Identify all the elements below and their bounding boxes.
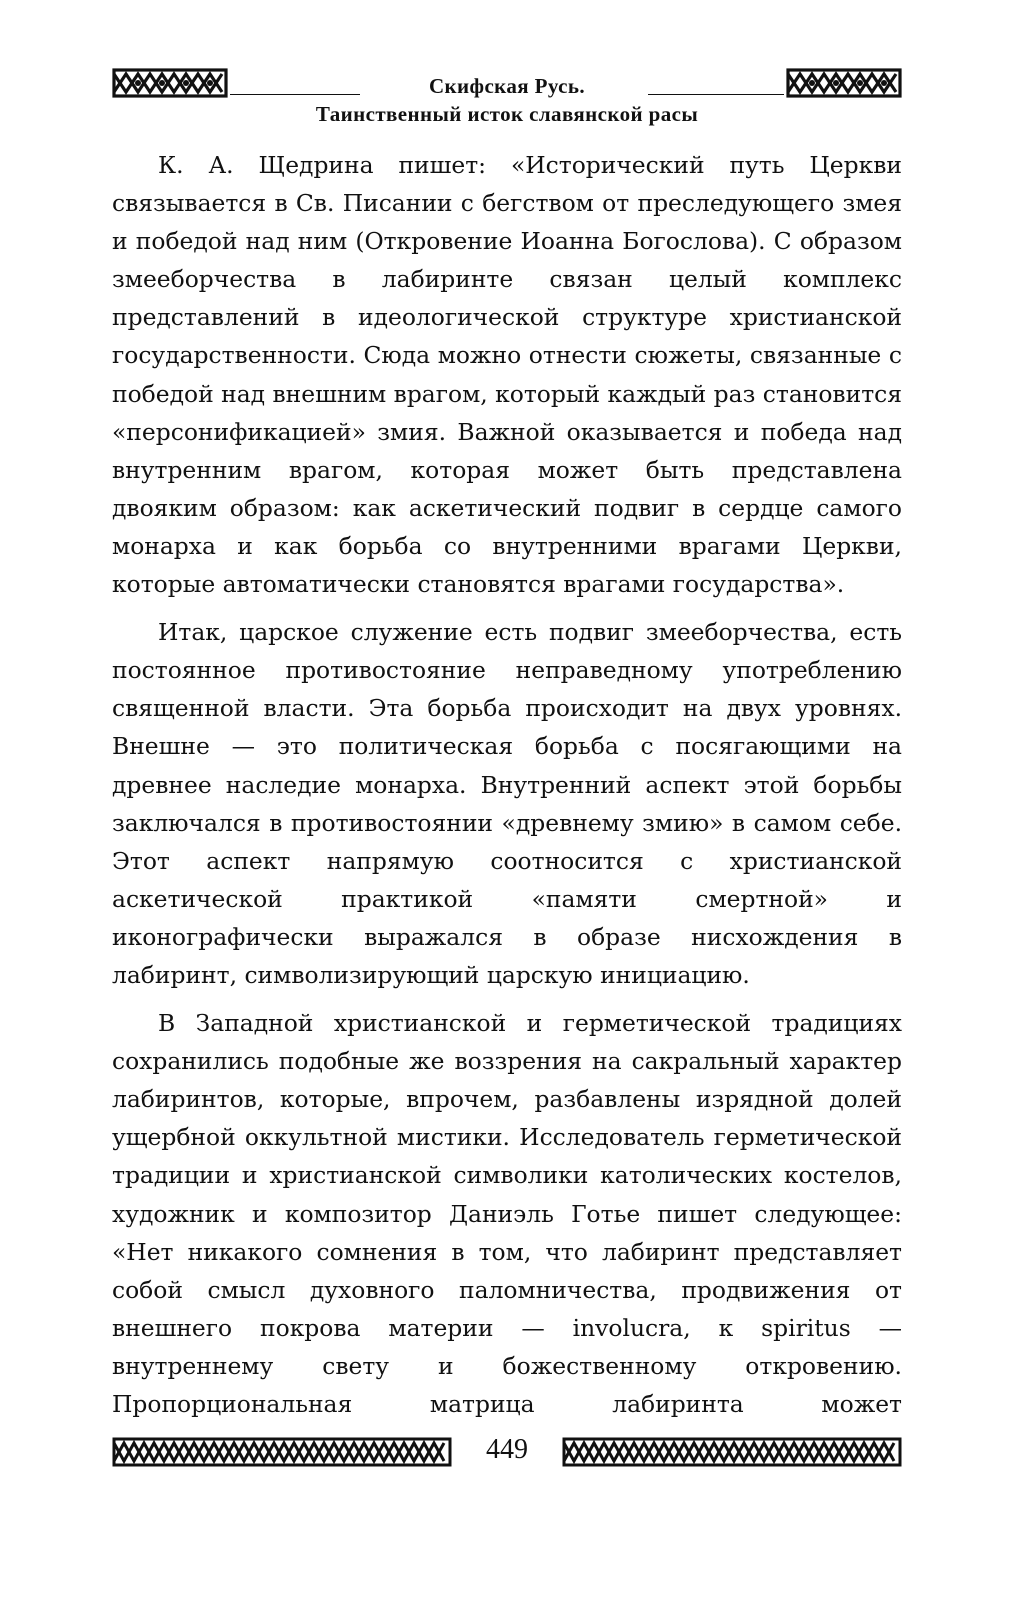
paragraph: В Западной христианской и герметической традициях сохранились подобные же воззрения на сакральный характер лабиринтов, которые, впрочем, разбавлены изрядной долей ущербной оккультной мистики. Исследователь герметической традиции и христианской символики католических костелов, художник и композитор Даниэль Готье пишет следующее: «Нет никакого сомнения в том, что лабиринт представляет собой смысл духовного паломничества, продвижения от внешнего покрова материи — involucra, к spiritus — внутреннему свету и божественному откровению. Пропорциональная матрица лабиринта может xyxy=(112,1009,902,1418)
footer-ornament-right xyxy=(562,1435,902,1469)
page-number: 449 xyxy=(486,1434,528,1465)
paragraph: К. А. Щедрина пишет: «Исторический путь Церкви связывается в Св. Писании с бегством от преследующего змея и победой над ним (Откровение Иоанна Богослова). С образом змееборчества в лабиринте связан целый комплекс представлений в идеологической структуре христианской государственности. Сюда можно отнести сюжеты, связанные с победой над внешним врагом, который каждый раз становится «персонификацией» змия. Важной оказывается и победа над внутренним врагом, которая может быть представлена двояким образом: как аскетический подвиг в сердце самого монарха и как борьба со внутренними врагами Церкви, которые автоматически становятся врагами государства». xyxy=(112,151,902,599)
header-rule-right xyxy=(648,94,784,95)
page-footer xyxy=(112,1434,902,1470)
running-title-line2: Таинственный исток славянской расы xyxy=(315,102,699,126)
paragraph: Итак, царское служение есть подвиг змееборчества, есть постоянное противостояние неправедному употреблению священной власти. Эта борьба происходит на двух уровнях. Внешне — это политическая борьба с посягающими на древнее наследие монарха. Внутренний аспект этой борьбы заключался в противостоянии «древнему змию» в самом себе. Этот аспект напрямую соотносится с христианской аскетической практикой «памяти смертной» и иконографически выражался в образе нисхождения в лабиринт, символизирующий царскую инициацию. xyxy=(112,618,902,989)
footer-ornament-left xyxy=(112,1435,452,1469)
page-header xyxy=(112,64,902,130)
running-title-line1: Скифская Русь. xyxy=(428,74,586,98)
body-text xyxy=(112,146,902,1433)
header-ornament-right xyxy=(786,66,902,100)
